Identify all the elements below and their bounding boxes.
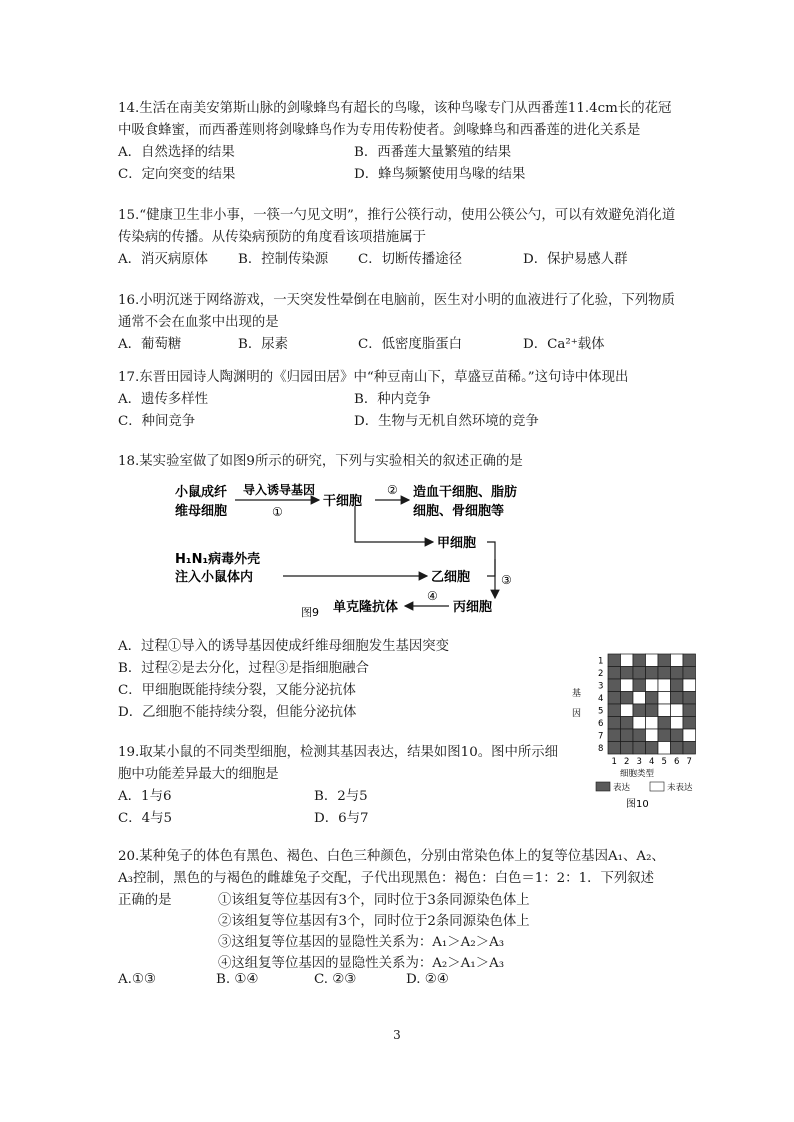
cell-not-expressed bbox=[671, 704, 684, 717]
option-c[interactable]: C．切断传播途径 bbox=[358, 252, 462, 267]
cell-not-expressed bbox=[633, 692, 646, 705]
cell-expressed bbox=[633, 654, 646, 667]
cell-expressed bbox=[683, 742, 696, 755]
row-label: 4 bbox=[598, 694, 604, 704]
question-stem-line-3: 正确的是 bbox=[118, 893, 172, 908]
question-stem-line-2: A₃控制，黑色的与褐色的雌雄兔子交配，子代出现黑色：褐色：白色＝1：2：1．下列叙述 bbox=[118, 871, 655, 886]
expression-grid bbox=[608, 654, 696, 754]
cell-expressed bbox=[658, 667, 671, 680]
x-axis-title: 细胞类型 bbox=[620, 769, 655, 779]
column-label: 2 bbox=[624, 757, 630, 767]
option-c[interactable]: C. ②③ bbox=[314, 972, 357, 987]
cell-expressed bbox=[646, 667, 659, 680]
target-cells-label-2: 细胞、骨细胞等 bbox=[413, 504, 505, 519]
cell-expressed bbox=[633, 742, 646, 755]
option-b[interactable]: B．控制传染源 bbox=[238, 252, 329, 267]
cell-expressed bbox=[646, 742, 659, 755]
cell-expressed bbox=[621, 717, 634, 730]
cell-not-expressed bbox=[646, 717, 659, 730]
cell-expressed bbox=[671, 667, 684, 680]
cell-expressed bbox=[633, 729, 646, 742]
cell-expressed bbox=[658, 717, 671, 730]
cell-expressed bbox=[621, 729, 634, 742]
source-cell-label-1: 小鼠成纤 bbox=[175, 485, 228, 500]
column-label: 1 bbox=[611, 757, 617, 767]
figure-9-caption: 图9 bbox=[301, 606, 319, 619]
cell-expressed bbox=[608, 679, 621, 692]
question-20-options bbox=[118, 969, 680, 991]
option-a[interactable]: A．葡萄糖 bbox=[118, 337, 182, 352]
cell-expressed bbox=[671, 679, 684, 692]
cell-expressed bbox=[683, 654, 696, 667]
question-stem: 18.某实验室做了如图9所示的研究，下列与实验相关的叙述正确的是 bbox=[118, 454, 523, 469]
step-3-marker: ③ bbox=[501, 573, 512, 587]
question-16 bbox=[118, 290, 680, 356]
cell-not-expressed bbox=[658, 679, 671, 692]
question-18 bbox=[118, 451, 680, 473]
y-axis-title-1: 基 bbox=[572, 689, 582, 699]
cell-not-expressed bbox=[658, 742, 671, 755]
column-labels bbox=[612, 757, 692, 767]
option-b[interactable]: B. ①④ bbox=[216, 972, 259, 987]
cell-expressed bbox=[621, 667, 634, 680]
statement-1: ①该组复等位基因有3个，同时位于3条同源染色体上 bbox=[218, 893, 530, 908]
question-19 bbox=[118, 742, 564, 830]
cell-expressed bbox=[608, 742, 621, 755]
cell-expressed bbox=[671, 692, 684, 705]
arrow1-label: 导入诱导基因 bbox=[243, 483, 316, 497]
option-d[interactable]: D．生物与无机自然环境的竞争 bbox=[354, 414, 539, 429]
option-a[interactable]: A．自然选择的结果 bbox=[118, 145, 235, 160]
question-18-options bbox=[118, 636, 558, 724]
option-c[interactable]: C．甲细胞既能持续分裂，又能分泌抗体 bbox=[118, 683, 356, 698]
statement-3: ③这组复等位基因的显隐性关系为：A₁＞A₂＞A₃ bbox=[218, 935, 505, 950]
question-stem: 16.小明沉迷于网络游戏，一天突发性晕倒在电脑前，医生对小明的血液进行了化验，下列物质通常不会在血浆中出现的是 bbox=[118, 293, 675, 330]
cell-expressed bbox=[683, 692, 696, 705]
option-a[interactable]: A．遗传多样性 bbox=[118, 392, 209, 407]
cell-expressed bbox=[608, 667, 621, 680]
legend-not-expressed-label: 未表达 bbox=[667, 783, 693, 793]
cell-not-expressed bbox=[683, 729, 696, 742]
cell-expressed bbox=[671, 729, 684, 742]
figure-10-caption: 图10 bbox=[626, 799, 649, 810]
legend-expressed-swatch bbox=[596, 782, 610, 791]
column-label: 7 bbox=[686, 757, 692, 767]
cell-expressed bbox=[658, 654, 671, 667]
options bbox=[118, 334, 680, 356]
cell-expressed bbox=[646, 692, 659, 705]
row-label: 8 bbox=[598, 744, 604, 754]
statement-2: ②该组复等位基因有3个，同时位于2条同源染色体上 bbox=[218, 914, 530, 929]
option-a[interactable]: A．过程①导入的诱导基因使成纤维母细胞发生基因突变 bbox=[118, 639, 450, 654]
question-stem-line-1: 20.某种兔子的体色有黑色、褐色、白色三种颜色，分别由常染色体上的复等位基因A₁、A₂、 bbox=[118, 849, 665, 864]
option-b[interactable]: B．种内竞争 bbox=[354, 392, 431, 407]
cell-not-expressed bbox=[671, 717, 684, 730]
options bbox=[118, 969, 680, 991]
question-stem: 15.“健康卫生非小事，一筷一勺见文明”，推行公筷行动，使用公筷公勺，可以有效避免消化道传染病的传播。从传染病预防的角度看该项措施属于 bbox=[118, 208, 676, 245]
cell-expressed bbox=[621, 692, 634, 705]
cell-expressed bbox=[608, 692, 621, 705]
row-label: 3 bbox=[598, 681, 604, 692]
option-b[interactable]: B．西番莲大量繁殖的结果 bbox=[354, 145, 512, 160]
cell-expressed bbox=[671, 742, 684, 755]
option-a[interactable]: A.①③ bbox=[118, 972, 156, 987]
option-d[interactable]: D. ②④ bbox=[406, 972, 449, 987]
column-label: 3 bbox=[636, 757, 642, 767]
cell-not-expressed bbox=[646, 654, 659, 667]
option-d[interactable]: D．Ca²⁺载体 bbox=[523, 337, 605, 352]
cell-c-label: 丙细胞 bbox=[453, 600, 493, 615]
option-d[interactable]: D．6与7 bbox=[314, 811, 369, 826]
cell-not-expressed bbox=[621, 679, 634, 692]
legend-not-expressed-swatch bbox=[650, 782, 664, 791]
statement-4: ④这组复等位基因的显隐性关系为：A₂＞A₁＞A₃ bbox=[218, 956, 505, 971]
cell-not-expressed bbox=[683, 679, 696, 692]
option-c[interactable]: C．定向突变的结果 bbox=[118, 167, 236, 182]
row-label: 2 bbox=[598, 669, 604, 679]
option-d[interactable]: D．乙细胞不能持续分裂，但能分泌抗体 bbox=[118, 705, 357, 720]
option-b[interactable]: B．过程②是去分化，过程③是指细胞融合 bbox=[118, 661, 369, 676]
question-20-statements bbox=[218, 890, 638, 974]
cell-not-expressed bbox=[671, 654, 684, 667]
option-a[interactable]: A．消灭病原体 bbox=[118, 252, 209, 267]
question-15 bbox=[118, 205, 680, 271]
row-label: 1 bbox=[598, 656, 604, 667]
cell-expressed bbox=[608, 717, 621, 730]
column-label: 6 bbox=[674, 757, 680, 767]
cell-not-expressed bbox=[621, 704, 634, 717]
options bbox=[118, 786, 564, 830]
row-label: 5 bbox=[598, 706, 604, 717]
row-label: 6 bbox=[598, 719, 604, 729]
figure-9-diagram bbox=[175, 480, 535, 620]
row-label: 7 bbox=[598, 731, 604, 742]
option-b[interactable]: B．尿素 bbox=[238, 337, 289, 352]
virus-label-1: H₁N₁病毒外壳 bbox=[175, 552, 261, 567]
step-4-marker: ④ bbox=[427, 589, 438, 603]
question-stem: 14.生活在南美安第斯山脉的剑喙蜂鸟有超长的鸟喙，该种鸟喙专门从西番莲11.4cm长的花冠中吸食蜂蜜，而西番莲则将剑喙蜂鸟作为专用传粉使者。剑喙蜂鸟和西番莲的进化关系是 bbox=[118, 101, 672, 138]
option-a[interactable]: A．1与6 bbox=[118, 789, 172, 804]
cell-expressed bbox=[633, 679, 646, 692]
antibody-label: 单克隆抗体 bbox=[333, 600, 399, 615]
cell-expressed bbox=[608, 729, 621, 742]
cell-not-expressed bbox=[646, 729, 659, 742]
cell-expressed bbox=[658, 729, 671, 742]
option-b[interactable]: B．2与5 bbox=[314, 789, 368, 804]
question-14 bbox=[118, 98, 680, 186]
y-axis-title-2: 因 bbox=[572, 709, 582, 719]
row-labels bbox=[598, 657, 603, 755]
options bbox=[118, 249, 680, 271]
cell-not-expressed bbox=[621, 654, 634, 667]
cell-expressed bbox=[621, 742, 634, 755]
cell-not-expressed bbox=[658, 704, 671, 717]
step-1-marker: ① bbox=[272, 505, 283, 519]
virus-label-2: 注入小鼠体内 bbox=[175, 570, 254, 585]
step-2-marker: ② bbox=[387, 483, 398, 497]
options bbox=[118, 389, 680, 433]
cell-expressed bbox=[683, 717, 696, 730]
cell-not-expressed bbox=[658, 692, 671, 705]
question-stem: 17.东晋田园诗人陶渊明的《归园田居》中“种豆南山下，草盛豆苗稀。”这句诗中体现出 bbox=[118, 370, 629, 385]
cell-expressed bbox=[608, 704, 621, 717]
source-cell-label-2: 维母细胞 bbox=[175, 504, 228, 519]
cell-b-label: 乙细胞 bbox=[431, 570, 471, 585]
cell-expressed bbox=[683, 667, 696, 680]
page-number: 3 bbox=[393, 1028, 401, 1042]
option-c[interactable]: C．种间竞争 bbox=[118, 414, 196, 429]
cell-a-label: 甲细胞 bbox=[437, 536, 477, 551]
cell-expressed bbox=[608, 654, 621, 667]
fusion-bracket bbox=[487, 542, 495, 576]
question-stem: 19.取某小鼠的不同类型细胞，检测其基因表达，结果如图10。图中所示细胞中功能差异最大的细胞是 bbox=[118, 745, 559, 782]
cell-not-expressed bbox=[646, 679, 659, 692]
options bbox=[118, 142, 680, 186]
cell-expressed bbox=[683, 704, 696, 717]
legend-expressed-label: 表达 bbox=[613, 783, 631, 793]
target-cells-label-1: 造血干细胞、脂肪 bbox=[413, 485, 518, 500]
cell-expressed bbox=[633, 704, 646, 717]
option-c[interactable]: C．4与5 bbox=[118, 811, 173, 826]
column-label: 4 bbox=[649, 757, 655, 767]
cell-expressed bbox=[646, 704, 659, 717]
option-d[interactable]: D．蜂鸟频繁使用鸟喙的结果 bbox=[354, 167, 526, 182]
cell-not-expressed bbox=[633, 717, 646, 730]
column-label: 5 bbox=[661, 757, 667, 767]
option-c[interactable]: C．低密度脂蛋白 bbox=[358, 337, 462, 352]
figure-10-heatmap bbox=[568, 650, 708, 815]
cell-expressed bbox=[633, 667, 646, 680]
question-17 bbox=[118, 367, 680, 433]
stem-cell-label: 干细胞 bbox=[323, 494, 363, 509]
option-d[interactable]: D．保护易感人群 bbox=[523, 252, 628, 267]
